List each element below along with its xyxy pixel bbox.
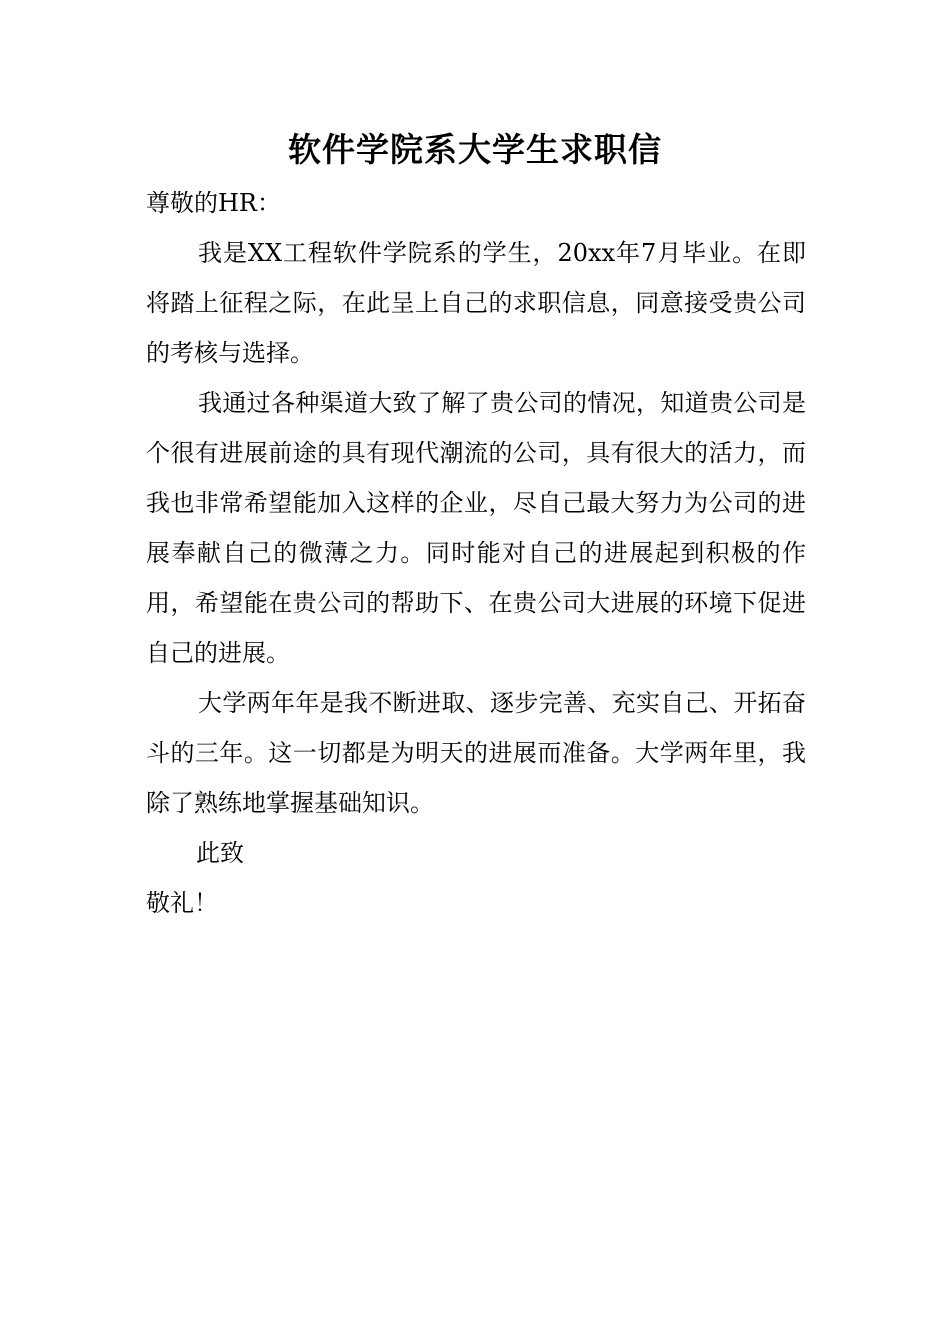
paragraph-2: 我通过各种渠道大致了解了贵公司的情况，知道贵公司是个很有进展前途的具有现代潮流的公司，具有很大的活力，而我也非常希望能加入这样的企业，尽自己最大努力为公司的进展奉献自己的微薄之力。同时能对自己的进展起到积极的作用，希望能在贵公司的帮助下、在贵公司大进展的环境下促进自己的进展。: [146, 389, 806, 667]
salutation: 尊敬的HR：: [146, 189, 281, 217]
closing-line-2: 敬礼！: [146, 889, 218, 917]
closing-line-1: 此致: [196, 839, 244, 867]
paragraph-1: 我是XX工程软件学院系的学生，20xx年7月毕业。在即将踏上征程之际，在此呈上自己的求职信息，同意接受贵公司的考核与选择。: [146, 239, 806, 367]
paragraph-3: 大学两年年是我不断进取、逐步完善、充实自己、开拓奋斗的三年。这一切都是为明天的进展而准备。大学两年里，我除了熟练地掌握基础知识。: [146, 689, 806, 817]
document-title: 软件学院系大学生求职信: [288, 130, 662, 169]
letter-body: [146, 178, 806, 928]
